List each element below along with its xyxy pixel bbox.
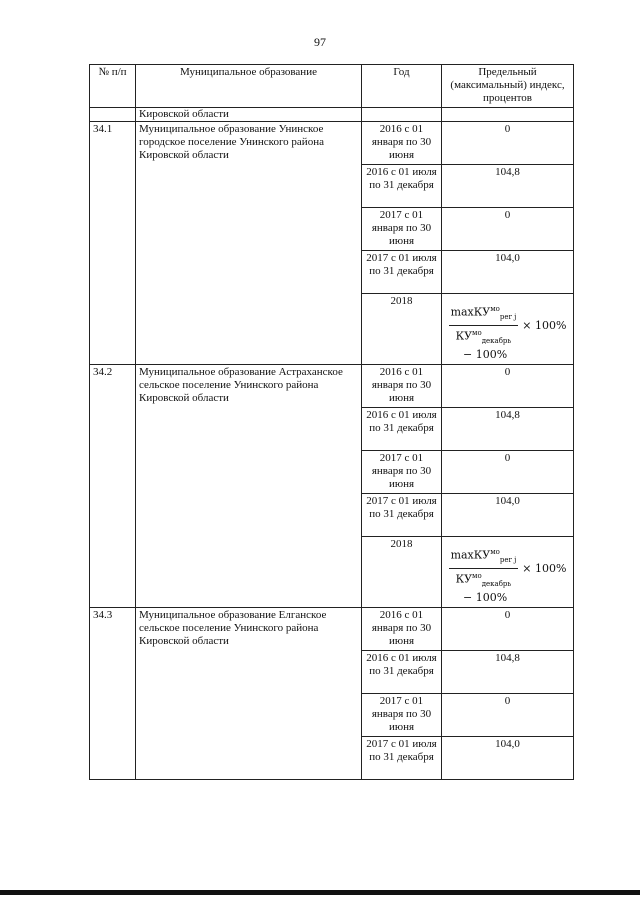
entry-municipality: Муниципальное образование Астраханское сельское поселение Унинского района Кировской области [136,365,362,608]
period-cell: 2017 с 01 января по 30 июня [362,451,442,494]
header-year: Год [362,65,442,108]
bottom-rule [0,890,640,895]
table-row [90,365,574,408]
table-header-row [90,65,574,108]
index-value: 0 [442,694,574,737]
index-value: 0 [442,451,574,494]
index-value: 0 [442,365,574,408]
index-value: 104,0 [442,494,574,537]
index-value: 104,8 [442,165,574,208]
region-label: Кировской области [136,108,362,122]
index-value: 0 [442,208,574,251]
period-cell: 2017 с 01 июля по 31 декабря [362,494,442,537]
formula-tail: − 100% [463,347,508,361]
entry-number: 34.3 [90,608,136,780]
period-cell: 2016 с 01 июля по 31 декабря [362,651,442,694]
period-cell: 2016 с 01 января по 30 июня [362,365,442,408]
period-cell: 2016 с 01 июля по 31 декабря [362,408,442,451]
table-row [90,122,574,165]
period-cell: 2018 [362,537,442,608]
region-row [90,108,574,122]
index-value: 104,0 [442,737,574,780]
formula: $\frac{\max КУ^{мо}_{per j}}{КУ^{мо}_{декабрь}}$ × 100% [450,548,567,588]
period-cell: 2017 с 01 июля по 31 декабря [362,737,442,780]
formula-tail: − 100% [463,590,508,604]
entry-municipality: Муниципальное образование Елганское сельское поселение Унинского района Кировской области [136,608,362,780]
period-cell: 2017 с 01 января по 30 июня [362,694,442,737]
entry-municipality: Муниципальное образование Унинское городское поселение Унинского района Кировской области [136,122,362,365]
period-cell: 2018 [362,294,442,365]
index-formula [442,537,574,608]
index-value: 0 [442,122,574,165]
period-cell: 2016 с 01 января по 30 июня [362,608,442,651]
index-value: 104,8 [442,651,574,694]
index-value: 104,8 [442,408,574,451]
period-cell: 2017 с 01 июля по 31 декабря [362,251,442,294]
index-value: 104,0 [442,251,574,294]
entry-number: 34.1 [90,122,136,365]
page-number: 97 [314,35,326,49]
formula: $\frac{\max КУ^{мо}_{per j}}{КУ^{мо}_{декабрь}}$ × 100% [450,305,567,345]
table-row [90,608,574,651]
period-cell: 2016 с 01 июля по 31 декабря [362,165,442,208]
entry-number: 34.2 [90,365,136,608]
period-cell: 2017 с 01 января по 30 июня [362,208,442,251]
period-cell: 2016 с 01 января по 30 июня [362,122,442,165]
tariff-index-table [89,64,574,780]
header-num: № п/п [90,65,136,108]
header-index: Предельный (максимальный) индекс, процентов [442,65,574,108]
header-municipality: Муниципальное образование [136,65,362,108]
index-value: 0 [442,608,574,651]
index-formula [442,294,574,365]
